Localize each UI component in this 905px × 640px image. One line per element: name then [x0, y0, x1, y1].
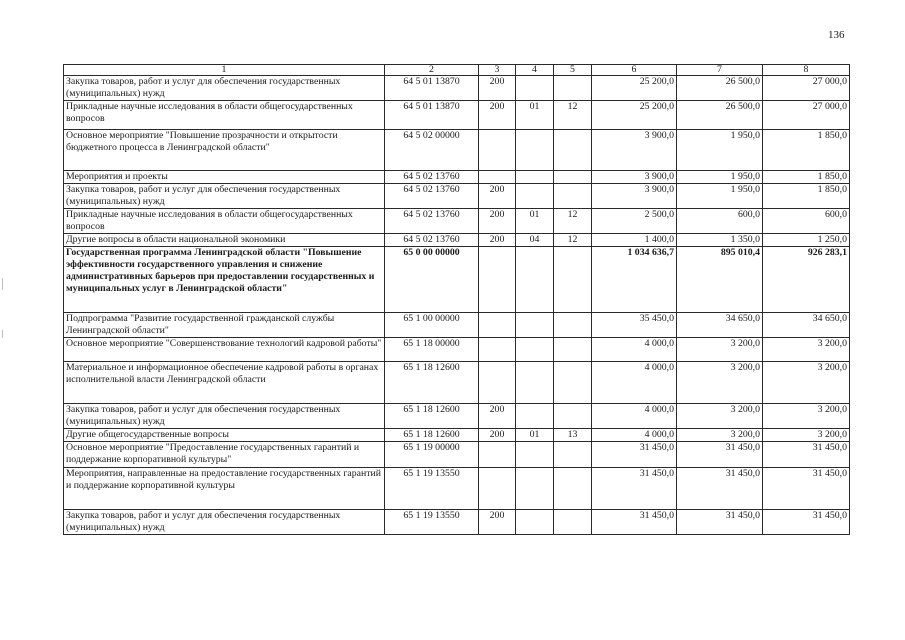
row-name-cell: Основное мероприятие "Повышение прозрачности и открытости бюджетного процесса в Ленинградской области" — [64, 130, 385, 171]
row-value-col6: 4 000,0 — [592, 404, 677, 429]
row-value-col7: 1 950,0 — [677, 171, 763, 184]
row-vr-cell — [479, 362, 516, 404]
row-value-col8: 27 000,0 — [763, 101, 850, 130]
table-row — [64, 362, 850, 404]
row-value-col6: 25 200,0 — [592, 101, 677, 130]
row-pr-cell — [554, 362, 592, 404]
row-value-col6: 3 900,0 — [592, 171, 677, 184]
row-vr-cell — [479, 468, 516, 510]
row-code-cell: 65 1 19 13550 — [385, 510, 479, 535]
row-code-cell: 64 5 02 13760 — [385, 184, 479, 209]
row-rz-cell — [516, 510, 554, 535]
row-value-col8: 31 450,0 — [763, 468, 850, 510]
row-name-cell: Другие вопросы в области национальной экономики — [64, 234, 385, 247]
row-pr-cell — [554, 338, 592, 362]
row-value-col6: 3 900,0 — [592, 130, 677, 171]
row-value-col8: 926 283,1 — [763, 247, 850, 313]
row-value-col7: 600,0 — [677, 209, 763, 234]
row-code-cell: 65 1 19 13550 — [385, 468, 479, 510]
row-vr-cell: 200 — [479, 510, 516, 535]
row-vr-cell — [479, 171, 516, 184]
header-cell: 8 — [763, 65, 850, 76]
row-rz-cell — [516, 76, 554, 101]
row-pr-cell: 12 — [554, 209, 592, 234]
row-pr-cell: 12 — [554, 101, 592, 130]
row-pr-cell — [554, 247, 592, 313]
row-value-col8: 3 200,0 — [763, 404, 850, 429]
row-value-col8: 1 250,0 — [763, 234, 850, 247]
row-value-col6: 35 450,0 — [592, 313, 677, 338]
table-row — [64, 171, 850, 184]
row-vr-cell — [479, 338, 516, 362]
table-row — [64, 338, 850, 362]
row-value-col8: 3 200,0 — [763, 338, 850, 362]
budget-table — [63, 64, 850, 535]
table-row — [64, 468, 850, 510]
row-code-cell: 64 5 02 00000 — [385, 130, 479, 171]
row-vr-cell: 200 — [479, 209, 516, 234]
table-row — [64, 442, 850, 468]
row-rz-cell — [516, 338, 554, 362]
row-value-col8: 1 850,0 — [763, 130, 850, 171]
row-pr-cell — [554, 313, 592, 338]
row-value-col6: 4 000,0 — [592, 338, 677, 362]
row-value-col6: 31 450,0 — [592, 468, 677, 510]
row-code-cell: 65 1 00 00000 — [385, 313, 479, 338]
row-pr-cell — [554, 171, 592, 184]
row-value-col6: 3 900,0 — [592, 184, 677, 209]
header-cell: 1 — [64, 65, 385, 76]
row-code-cell: 65 1 19 00000 — [385, 442, 479, 468]
row-rz-cell — [516, 130, 554, 171]
row-vr-cell: 200 — [479, 234, 516, 247]
row-pr-cell: 12 — [554, 234, 592, 247]
scan-edge-mark — [2, 278, 3, 290]
row-code-cell: 65 1 18 00000 — [385, 338, 479, 362]
row-rz-cell: 01 — [516, 429, 554, 442]
row-vr-cell — [479, 442, 516, 468]
row-name-cell: Государственная программа Ленинградской области "Повышение эффективности государственного управления и снижение административных барьеров при предоставлении государственных и муниципальных услуг в Ленинградской области" — [64, 247, 385, 313]
table-row — [64, 247, 850, 313]
row-value-col8: 3 200,0 — [763, 429, 850, 442]
table-row — [64, 184, 850, 209]
table-row — [64, 404, 850, 429]
row-pr-cell: 13 — [554, 429, 592, 442]
row-vr-cell: 200 — [479, 76, 516, 101]
table-row — [64, 130, 850, 171]
row-name-cell: Основное мероприятие "Совершенствование технологий кадровой работы" — [64, 338, 385, 362]
row-rz-cell — [516, 404, 554, 429]
row-code-cell: 65 1 18 12600 — [385, 404, 479, 429]
row-value-col8: 31 450,0 — [763, 442, 850, 468]
row-value-col7: 895 010,4 — [677, 247, 763, 313]
row-name-cell: Материальное и информационное обеспечение кадровой работы в органах исполнительной власти Ленинградской области — [64, 362, 385, 404]
row-name-cell: Закупка товаров, работ и услуг для обеспечения государственных (муниципальных) нужд — [64, 184, 385, 209]
row-name-cell: Мероприятия, направленные на предоставление государственных гарантий и поддержание корпоративной культуры — [64, 468, 385, 510]
row-code-cell: 64 5 02 13760 — [385, 171, 479, 184]
row-value-col7: 1 350,0 — [677, 234, 763, 247]
row-name-cell: Подпрограмма "Развитие государственной гражданской службы Ленинградской области" — [64, 313, 385, 338]
row-value-col6: 31 450,0 — [592, 510, 677, 535]
table-row — [64, 313, 850, 338]
row-value-col7: 3 200,0 — [677, 362, 763, 404]
header-cell: 6 — [592, 65, 677, 76]
row-value-col8: 1 850,0 — [763, 184, 850, 209]
row-code-cell: 64 5 02 13760 — [385, 209, 479, 234]
scan-edge-mark — [2, 330, 3, 338]
row-value-col6: 25 200,0 — [592, 76, 677, 101]
row-rz-cell: 01 — [516, 101, 554, 130]
row-value-col7: 3 200,0 — [677, 404, 763, 429]
header-cell: 2 — [385, 65, 479, 76]
row-vr-cell: 200 — [479, 429, 516, 442]
header-cell: 3 — [479, 65, 516, 76]
row-value-col6: 1 034 636,7 — [592, 247, 677, 313]
row-vr-cell: 200 — [479, 101, 516, 130]
row-pr-cell — [554, 404, 592, 429]
table-row — [64, 76, 850, 101]
table-row — [64, 429, 850, 442]
row-rz-cell — [516, 247, 554, 313]
row-value-col7: 3 200,0 — [677, 338, 763, 362]
row-value-col8: 3 200,0 — [763, 362, 850, 404]
row-rz-cell — [516, 313, 554, 338]
row-code-cell: 65 1 18 12600 — [385, 429, 479, 442]
row-value-col8: 27 000,0 — [763, 76, 850, 101]
row-vr-cell — [479, 313, 516, 338]
row-pr-cell — [554, 76, 592, 101]
row-value-col7: 1 950,0 — [677, 130, 763, 171]
row-vr-cell — [479, 247, 516, 313]
row-vr-cell: 200 — [479, 404, 516, 429]
table-header-row — [64, 65, 850, 76]
table-row — [64, 101, 850, 130]
row-code-cell: 65 0 00 00000 — [385, 247, 479, 313]
row-value-col7: 3 200,0 — [677, 429, 763, 442]
row-value-col6: 31 450,0 — [592, 442, 677, 468]
row-name-cell: Другие общегосударственные вопросы — [64, 429, 385, 442]
row-value-col8: 600,0 — [763, 209, 850, 234]
row-value-col6: 4 000,0 — [592, 362, 677, 404]
row-value-col7: 31 450,0 — [677, 442, 763, 468]
row-name-cell: Закупка товаров, работ и услуг для обеспечения государственных (муниципальных) нужд — [64, 76, 385, 101]
row-rz-cell: 04 — [516, 234, 554, 247]
header-cell: 5 — [554, 65, 592, 76]
row-vr-cell: 200 — [479, 184, 516, 209]
row-value-col6: 1 400,0 — [592, 234, 677, 247]
row-name-cell: Прикладные научные исследования в области общегосударственных вопросов — [64, 101, 385, 130]
row-value-col8: 1 850,0 — [763, 171, 850, 184]
page-number: 136 — [828, 29, 845, 41]
row-name-cell: Закупка товаров, работ и услуг для обеспечения государственных (муниципальных) нужд — [64, 404, 385, 429]
row-value-col8: 34 650,0 — [763, 313, 850, 338]
row-pr-cell — [554, 468, 592, 510]
row-name-cell: Основное мероприятие "Предоставление государственных гарантий и поддержание корпоративной культуры" — [64, 442, 385, 468]
row-value-col6: 2 500,0 — [592, 209, 677, 234]
row-pr-cell — [554, 442, 592, 468]
row-rz-cell — [516, 184, 554, 209]
row-name-cell: Прикладные научные исследования в области общегосударственных вопросов — [64, 209, 385, 234]
row-rz-cell — [516, 171, 554, 184]
row-rz-cell: 01 — [516, 209, 554, 234]
row-code-cell: 64 5 02 13760 — [385, 234, 479, 247]
row-pr-cell — [554, 130, 592, 171]
row-value-col6: 4 000,0 — [592, 429, 677, 442]
row-code-cell: 65 1 18 12600 — [385, 362, 479, 404]
row-code-cell: 64 5 01 13870 — [385, 101, 479, 130]
header-cell: 7 — [677, 65, 763, 76]
row-rz-cell — [516, 468, 554, 510]
row-value-col7: 34 650,0 — [677, 313, 763, 338]
row-name-cell: Закупка товаров, работ и услуг для обеспечения государственных (муниципальных) нужд — [64, 510, 385, 535]
row-rz-cell — [516, 362, 554, 404]
row-value-col8: 31 450,0 — [763, 510, 850, 535]
table-row — [64, 234, 850, 247]
table-row — [64, 510, 850, 535]
table-row — [64, 209, 850, 234]
row-code-cell: 64 5 01 13870 — [385, 76, 479, 101]
header-cell: 4 — [516, 65, 554, 76]
row-value-col7: 31 450,0 — [677, 510, 763, 535]
row-vr-cell — [479, 130, 516, 171]
row-rz-cell — [516, 442, 554, 468]
row-value-col7: 26 500,0 — [677, 101, 763, 130]
row-pr-cell — [554, 510, 592, 535]
row-value-col7: 31 450,0 — [677, 468, 763, 510]
row-value-col7: 1 950,0 — [677, 184, 763, 209]
row-name-cell: Мероприятия и проекты — [64, 171, 385, 184]
row-pr-cell — [554, 184, 592, 209]
row-value-col7: 26 500,0 — [677, 76, 763, 101]
